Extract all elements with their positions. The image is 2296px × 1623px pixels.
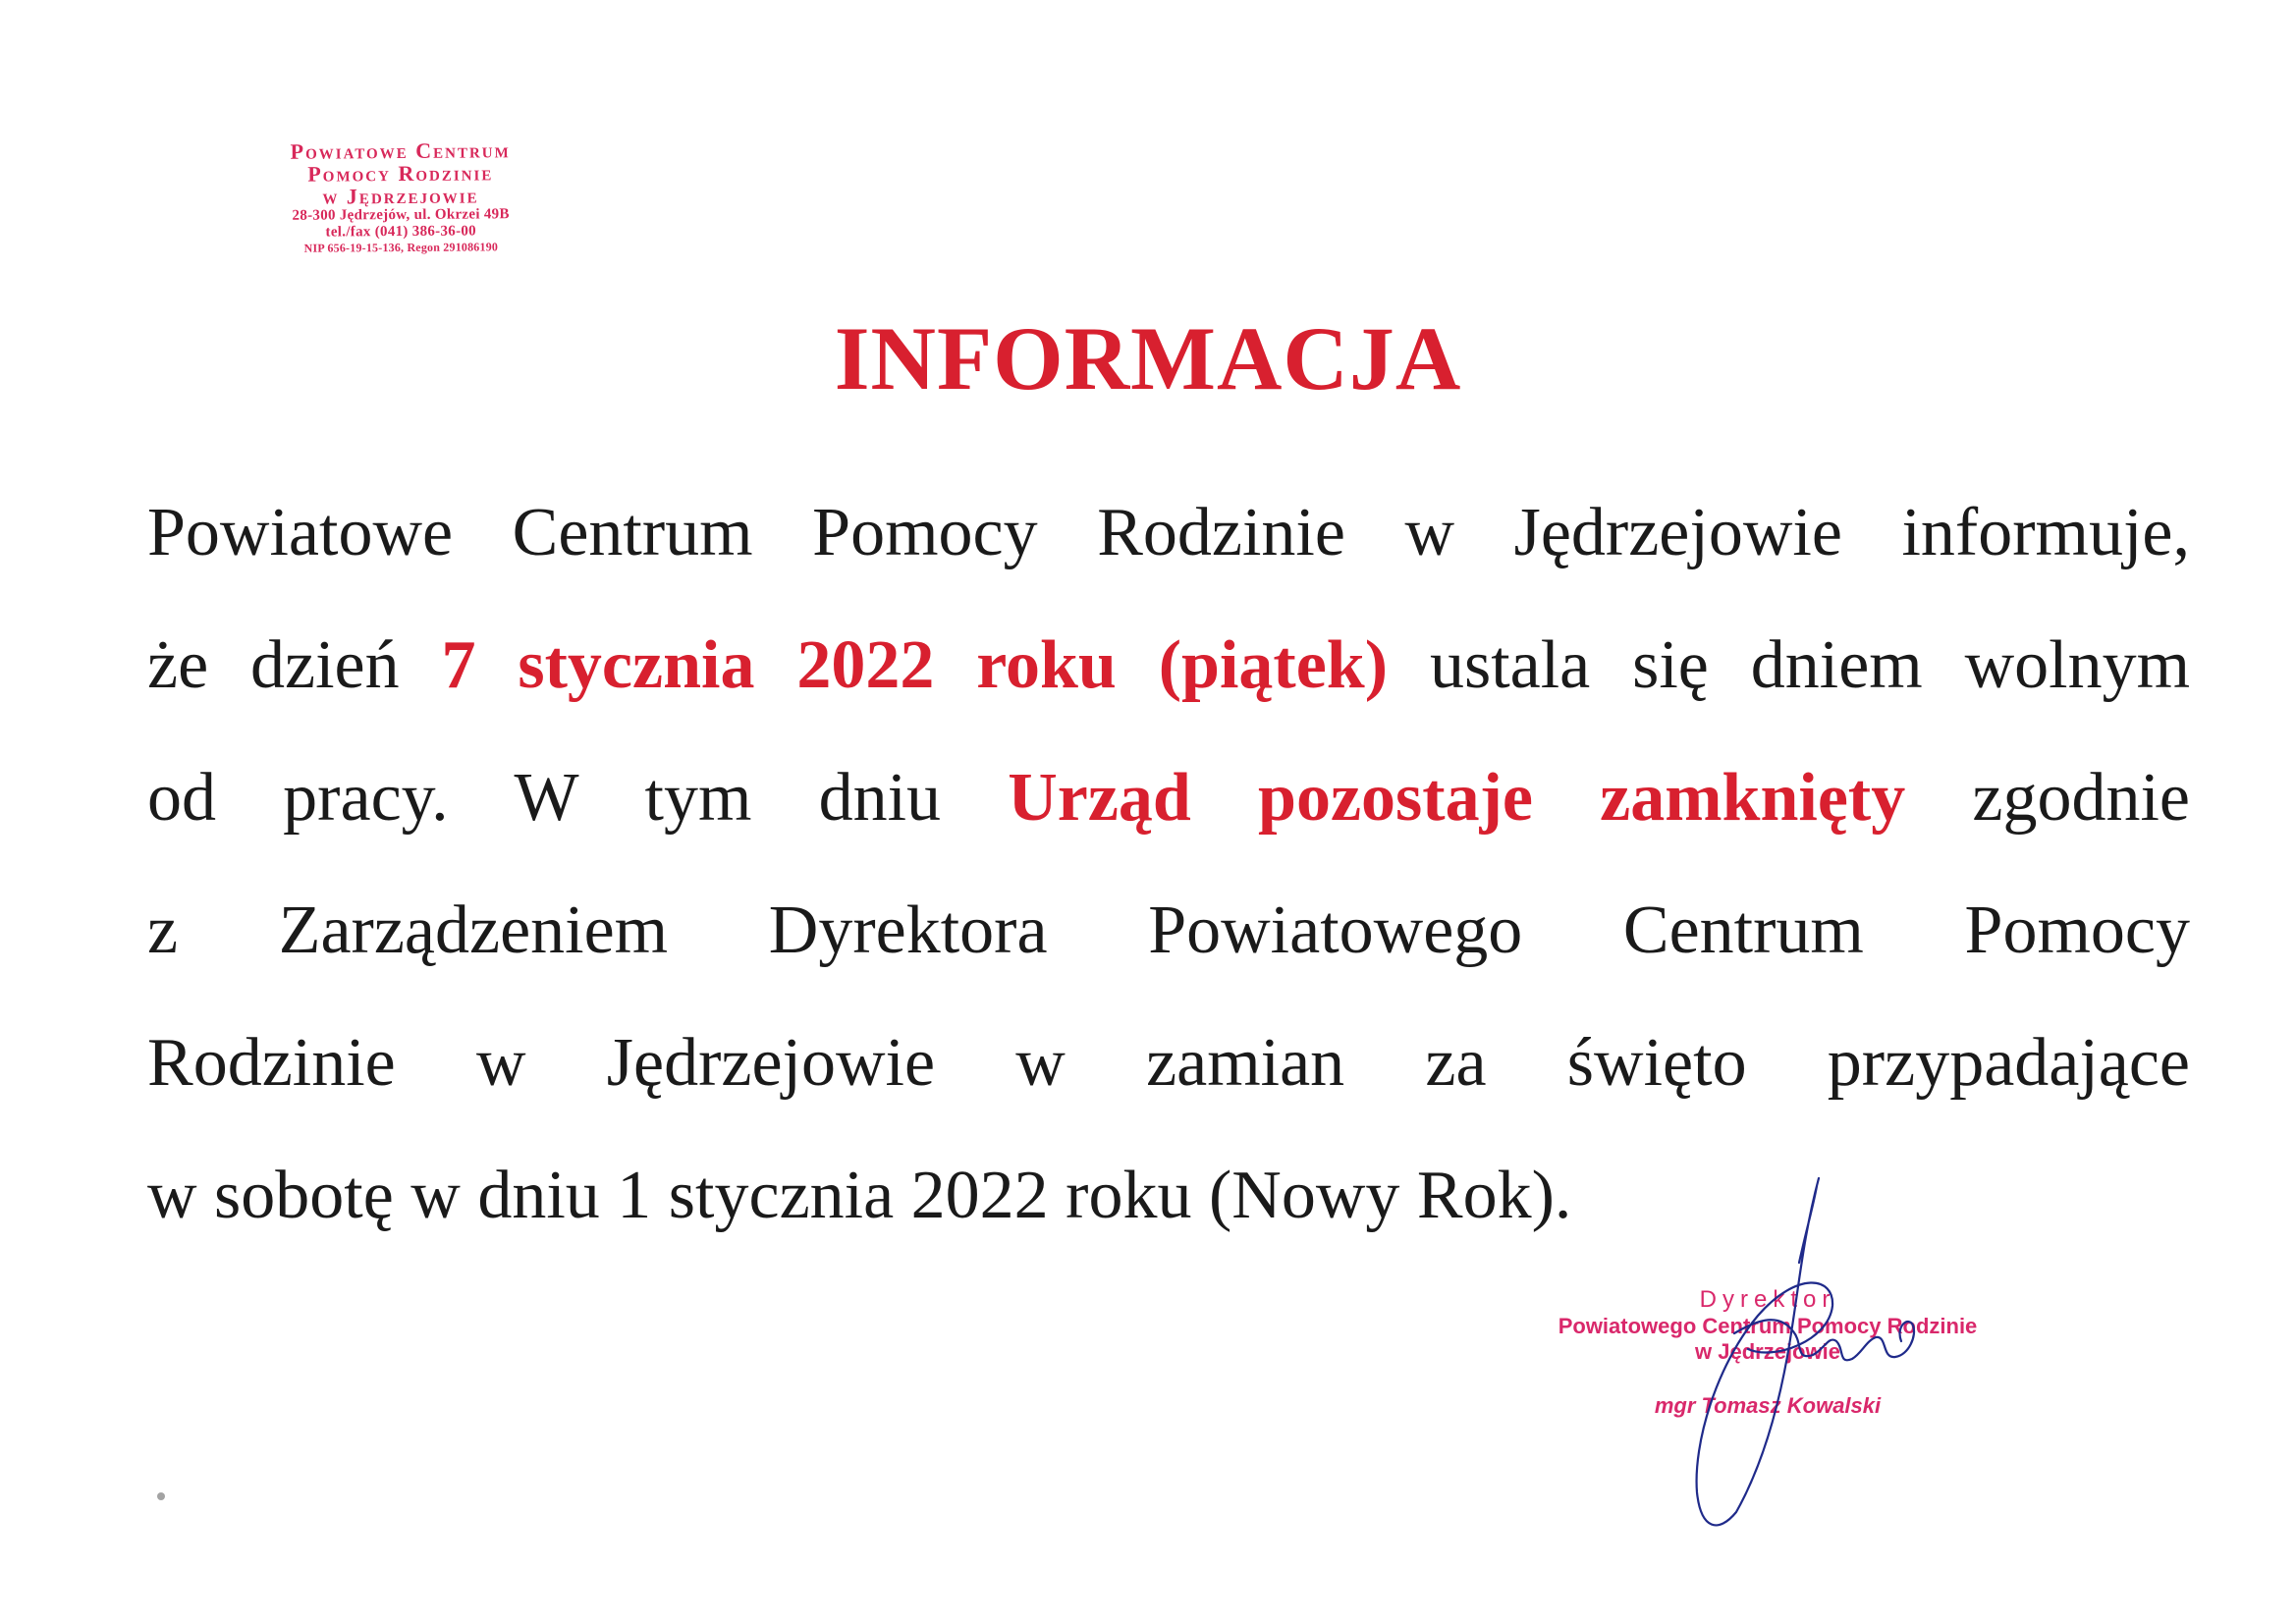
- stamp-address: 28-300 Jędrzejów, ul. Okrzei 49B: [292, 206, 510, 224]
- director-role: Dyrektor: [1699, 1286, 1836, 1313]
- stamp-line-1: Powiatowe Centrum: [290, 137, 511, 164]
- body-line-3-start: od pracy. W tym dniu: [147, 760, 942, 836]
- director-place: w Jędrzejowie: [1695, 1339, 1840, 1364]
- handwritten-signature: [1571, 1168, 1944, 1542]
- stamp-line-2: Pomocy Rodzinie: [307, 160, 494, 187]
- director-organization: Powiatowego Centrum Pomocy Rodzinie: [1558, 1314, 1978, 1338]
- body-line-4: z Zarządzeniem Dyrektora Powiatowego Centrum Pomocy: [147, 893, 2190, 968]
- highlight-office-closed: Urząd pozostaje zamknięty: [1008, 760, 1906, 836]
- body-line-5: Rodzinie w Jędrzejowie w zamian za święto przypadające: [147, 1025, 2190, 1101]
- notice-body: [147, 466, 2190, 1262]
- header-stamp: [224, 138, 578, 256]
- stamp-line-3: w Jędrzejowie: [322, 183, 479, 209]
- body-line-6: w sobotę w dniu 1 stycznia 2022 roku (Nowy Rok).: [147, 1158, 1572, 1233]
- body-line-3: [147, 731, 2190, 864]
- highlight-date: 7 stycznia 2022 roku (piątek): [441, 627, 1389, 703]
- body-line-2-end: ustala się dniem wolnym: [1429, 627, 2191, 703]
- document-title: INFORMACJA: [834, 308, 1462, 408]
- scan-speck: [157, 1492, 165, 1500]
- body-line-3-end: zgodnie: [1972, 760, 2190, 836]
- stamp-ids: NIP 656-19-15-136, Regon 291086190: [303, 240, 499, 255]
- stamp-phone: tel./fax (041) 386-36-00: [325, 223, 477, 241]
- body-line-2: [147, 599, 2190, 731]
- director-name: mgr Tomasz Kowalski: [1654, 1393, 1882, 1418]
- body-line-2-start: że dzień: [147, 627, 400, 703]
- body-line-1: Powiatowe Centrum Pomocy Rodzinie w Jędrzejowie informuje,: [147, 495, 2190, 570]
